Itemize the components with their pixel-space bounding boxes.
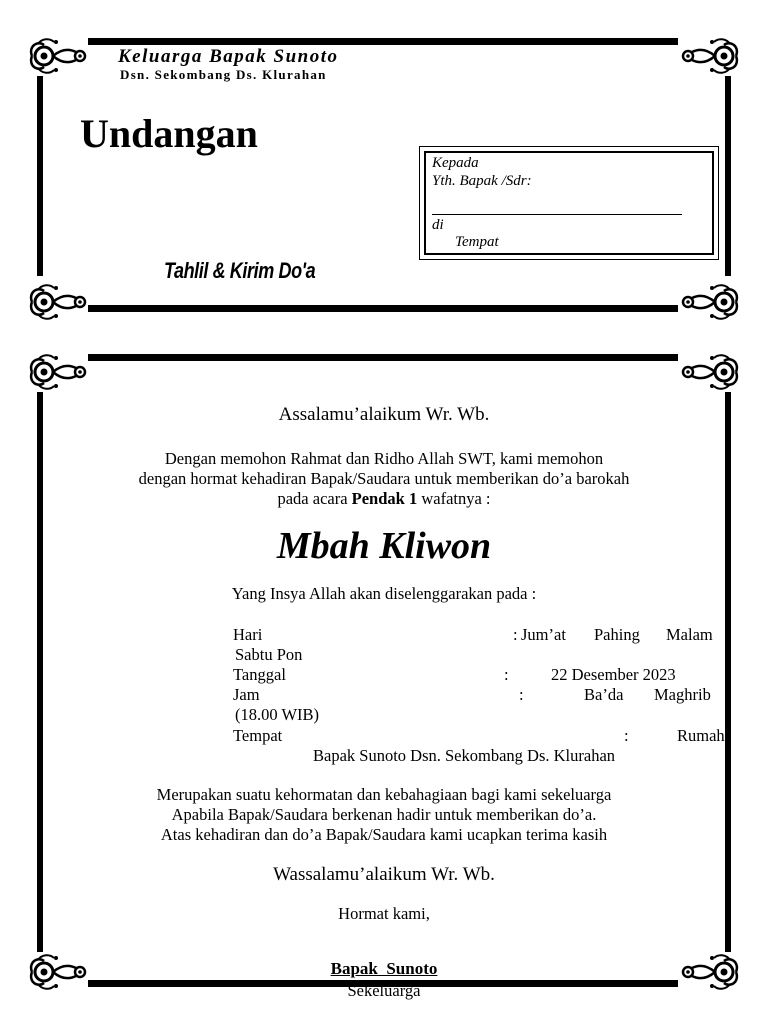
envelope-title: Undangan (80, 111, 258, 156)
event-type: Pendak 1 (351, 489, 418, 508)
letter-top-border (88, 354, 678, 361)
address-di: di (432, 217, 444, 233)
address-kepada: Kepada (432, 155, 479, 171)
intro-line-3 (0, 489, 768, 509)
intro-line-3-pre: pada acara (277, 489, 348, 508)
closing-line-1: Merupakan suatu kehormatan dan kebahagiaan bagi kami sekeluarga (156, 785, 612, 804)
envelope-left-border (37, 76, 43, 276)
farewell: Wassalamu’alaikum Wr. Wb. (273, 864, 495, 885)
envelope-right-border (725, 76, 731, 276)
greeting: Assalamu’alaikum Wr. Wb. (278, 404, 490, 425)
deceased-name: Mbah Kliwon (276, 525, 492, 567)
tempat-wrap: Bapak Sunoto Dsn. Sekombang Ds. Klurahan (313, 746, 616, 765)
corner-ornament-icon (680, 282, 742, 322)
hari-value-a: Jum’at (521, 625, 566, 644)
family-address: Dsn. Sekombang Ds. Klurahan (120, 67, 327, 82)
corner-ornament-icon (26, 352, 88, 392)
hari-value-c: Malam (666, 625, 713, 644)
jam-value-a: Ba’da (584, 685, 624, 704)
hari-colon: : (513, 625, 518, 644)
address-yth: Yth. Bapak /Sdr: (432, 173, 532, 189)
corner-ornament-icon (680, 36, 742, 76)
tempat-colon: : (624, 726, 629, 745)
jam-value-b: Maghrib (654, 685, 711, 704)
address-tempat: Tempat (455, 234, 499, 250)
event-name: Tahlil & Kirim Do'a (164, 258, 316, 283)
family-name: Keluarga Bapak Sunoto (118, 46, 339, 67)
tanggal-value: 22 Desember 2023 (551, 665, 676, 684)
jam-colon: : (519, 685, 524, 704)
tanggal-label: Tanggal (233, 665, 286, 684)
corner-ornament-icon (680, 352, 742, 392)
envelope-bottom-border (88, 305, 678, 312)
tempat-value: Rumah (677, 726, 725, 745)
corner-ornament-icon (26, 282, 88, 322)
intro-line-3-post: wafatnya : (421, 489, 491, 508)
closing-line-2: Apabila Bapak/Saudara berkenan hadir untuk memberikan do’a. (171, 805, 597, 824)
hari-value-b: Pahing (594, 625, 640, 644)
envelope-top-border (88, 38, 678, 45)
address-box (419, 146, 719, 260)
hari-wrap: Sabtu Pon (235, 645, 303, 664)
signer-sub: Sekeluarga (347, 981, 421, 1000)
intro-line-1: Dengan memohon Rahmat dan Ridho Allah SWT, kami memohon (164, 449, 604, 468)
envelope-card (0, 0, 768, 330)
intro-line-2: dengan hormat kehadiran Bapak/Saudara untuk memberikan do’a barokah (138, 469, 630, 488)
jam-wrap: (18.00 WIB) (235, 705, 320, 724)
schedule-intro: Yang Insya Allah akan diselenggarakan pada : (231, 584, 537, 603)
address-name-line (432, 214, 682, 215)
regards: Hormat kami, (338, 904, 430, 923)
tanggal-colon: : (504, 665, 509, 684)
jam-label: Jam (233, 685, 260, 704)
tempat-label: Tempat (233, 726, 283, 745)
signer-name: Bapak Sunoto (330, 959, 438, 978)
hari-label: Hari (233, 625, 263, 644)
corner-ornament-icon (26, 36, 88, 76)
closing-line-3: Atas kehadiran dan do’a Bapak/Saudara kami ucapkan terima kasih (160, 825, 608, 844)
